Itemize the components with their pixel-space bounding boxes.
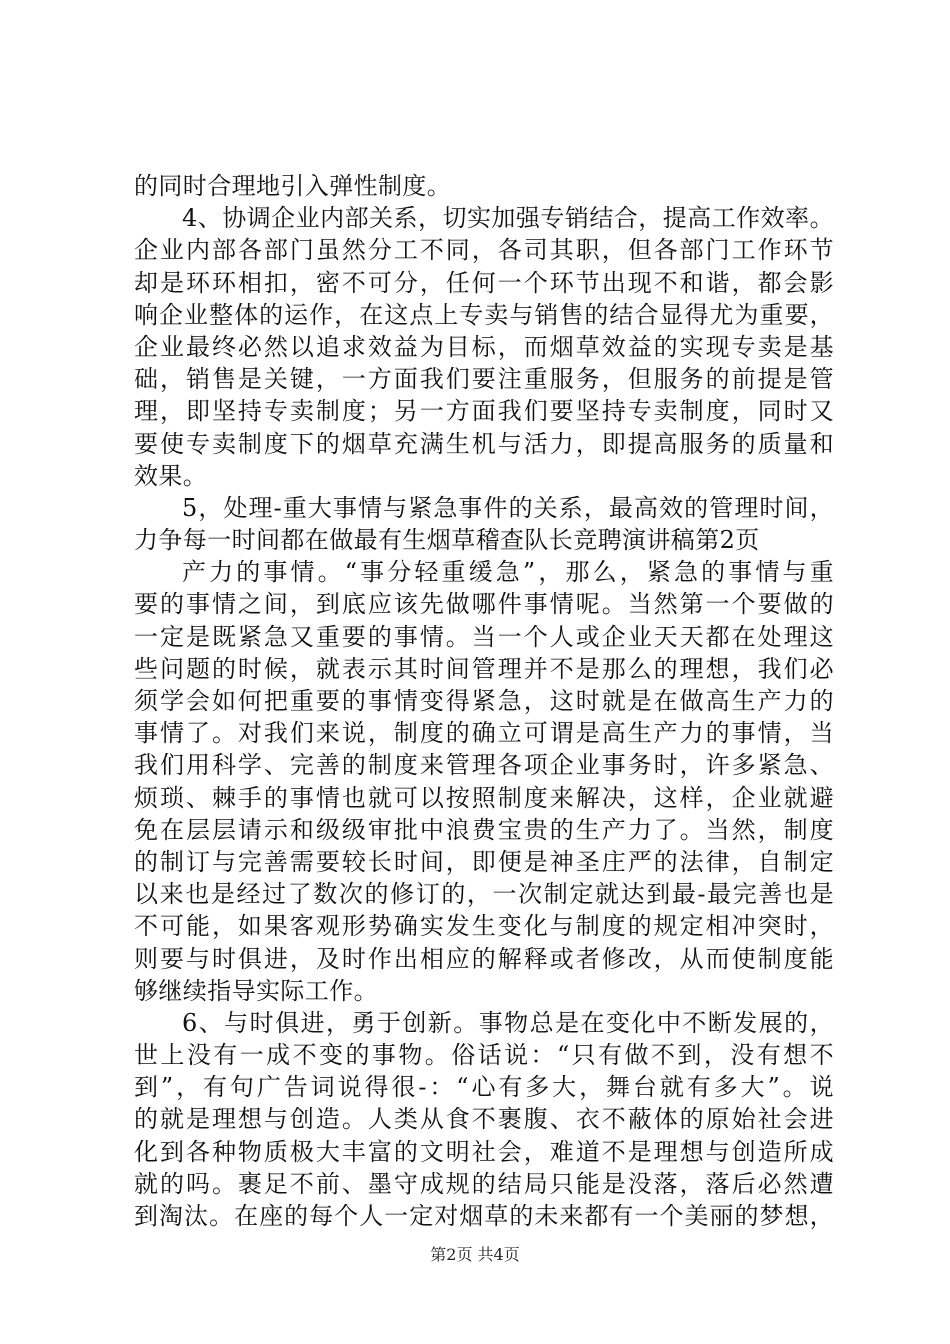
text-line: 化到各种物质极大丰富的文明社会，难道不是理想与创造所成	[134, 1137, 834, 1166]
text-line: 些问题的时候，就表示其时间管理并不是那么的理想，我们必	[134, 654, 834, 683]
text-line: 产力的事情。“事分轻重缓急”，那么，紧急的事情与重	[182, 558, 834, 587]
text-line: 到淘汰。在座的每个人一定对烟草的未来都有一个美丽的梦想，	[134, 1202, 834, 1230]
text-line: 理，即坚持专卖制度；另一方面我们要坚持专卖制度，同时又	[134, 397, 834, 426]
text-line: 要的事情之间，到底应该先做哪件事情呢。当然第一个要做的	[134, 590, 834, 619]
text-line: 不可能，如果客观形势确实发生变化与制度的规定相冲突时，	[134, 912, 834, 941]
text-line: 一定是既紧急又重要的事情。当一个人或企业天天都在处理这	[134, 622, 834, 651]
text-line: 的制订与完善需要较长时间，即便是神圣庄严的法律，自制定	[134, 847, 834, 876]
document-body	[134, 170, 834, 1232]
text-line: 础，销售是关键，一方面我们要注重服务，但服务的前提是管	[134, 365, 834, 394]
text-line: 则要与时俱进，及时作出相应的解释或者修改，从而使制度能	[134, 944, 834, 973]
text-line: 响企业整体的运作，在这点上专卖与销售的结合显得尤为重要，	[134, 300, 834, 329]
text-line: 够继续指导实际工作。	[134, 976, 378, 1005]
text-line: 5，处理-重大事情与紧急事件的关系，最高效的管理时间，	[182, 493, 834, 522]
page-number-footer: 第2页 共4页	[430, 1245, 520, 1264]
text-line: 却是环环相扣，密不可分，任何一个环节出现不和谐，都会影	[134, 268, 834, 297]
text-line: 世上没有一成不变的事物。俗话说：“只有做不到，没有想不	[134, 1041, 834, 1070]
text-line: 的同时合理地引入弹性制度。	[134, 172, 452, 200]
text-line: 4、协调企业内部关系，切实加强专销结合，提高工作效率。	[182, 204, 834, 233]
text-line: 企业内部各部门虽然分工不同，各司其职，但各部门工作环节	[134, 236, 834, 265]
text-line: 企业最终必然以追求效益为目标，而烟草效益的实现专卖是基	[134, 332, 834, 361]
text-line: 效果。	[134, 461, 208, 490]
text-line: 以来也是经过了数次的修订的，一次制定就达到最-最完善也是	[134, 880, 834, 909]
text-line: 我们用科学、完善的制度来管理各项企业事务时，许多紧急、	[134, 751, 834, 780]
text-line: 免在层层请示和级级审批中浪费宝贵的生产力了。当然，制度	[134, 815, 834, 844]
text-line: 力争每一时间都在做最有生烟草稽查队长竞聘演讲稿第2页	[134, 526, 760, 555]
text-line: 烦琐、棘手的事情也就可以按照制度来解决，这样，企业就避	[134, 783, 834, 812]
text-line: 到”，有句广告词说得很-：“心有多大，舞台就有多大”。说	[134, 1073, 834, 1102]
text-line: 事情了。对我们来说，制度的确立可谓是高生产力的事情，当	[134, 719, 834, 748]
text-line: 就的吗。裹足不前、墨守成规的结局只能是没落，落后必然遭	[134, 1169, 834, 1198]
text-line: 须学会如何把重要的事情变得紧急，这时就是在做高生产力的	[134, 687, 834, 715]
text-line: 6、与时俱进，勇于创新。事物总是在变化中不断发展的，	[182, 1008, 834, 1037]
text-line: 要使专卖制度下的烟草充满生机与活力，即提高服务的质量和	[134, 429, 834, 458]
text-line: 的就是理想与创造。人类从食不裹腹、衣不蔽体的原始社会进	[134, 1105, 834, 1134]
